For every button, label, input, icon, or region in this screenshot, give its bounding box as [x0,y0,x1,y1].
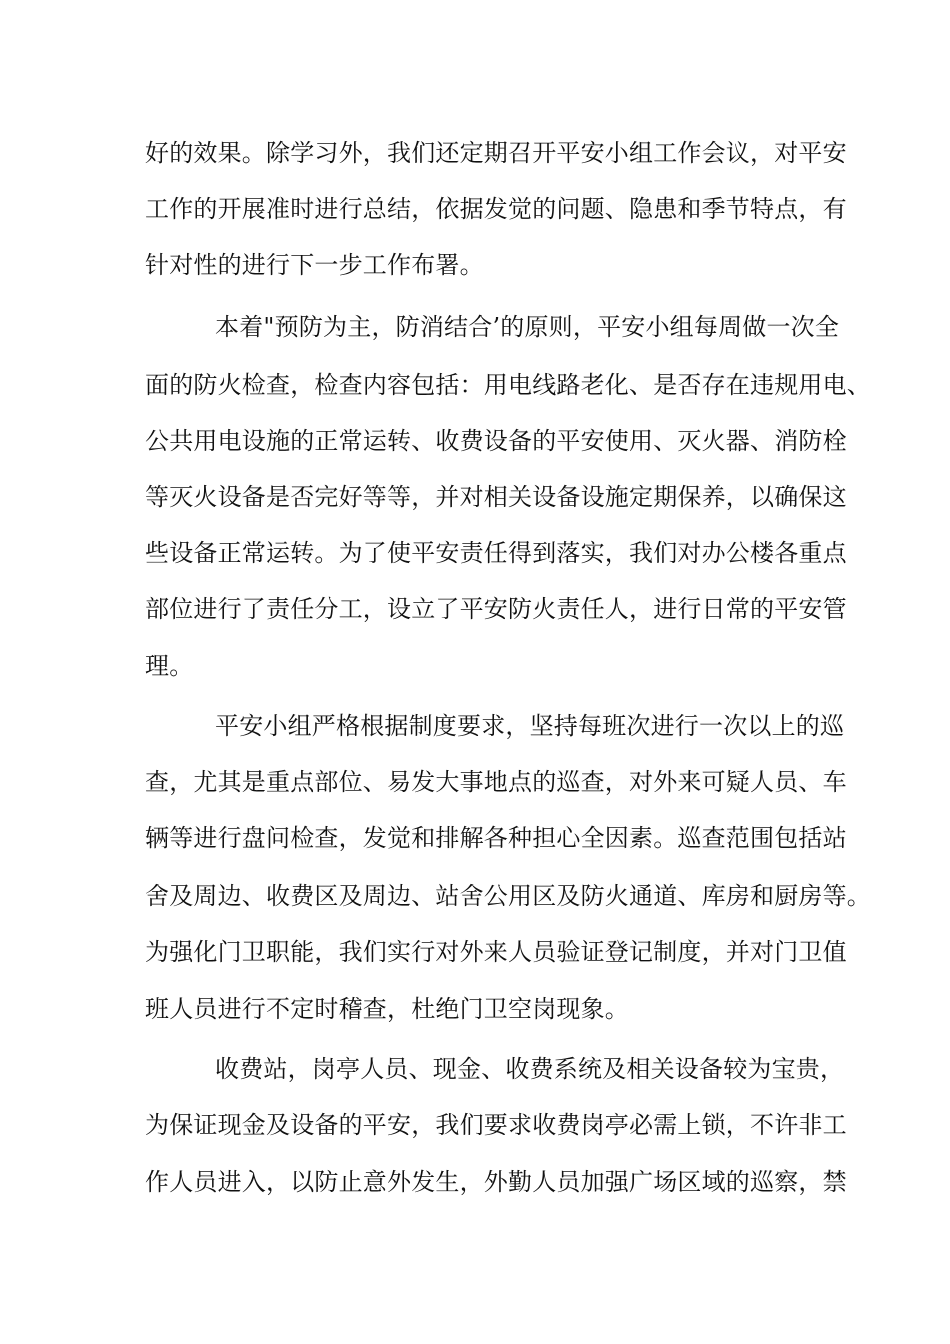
paragraph-2-line-7: 理。 [145,652,194,680]
paragraph-2-line-4: 等灭火设备是否完好等等，并对相关设备设施定期保养，以确保这 [145,483,847,511]
paragraph-2-line-1: 本着"预防为主，防消结合’的原则，平安小组每周做一次全 [215,313,840,341]
paragraph-3-line-6: 班人员进行不定时稽查，杜绝门卫空岗现象。 [145,995,629,1023]
paragraph-4-line-2: 为保证现金及设备的平安，我们要求收费岗亭必需上锁，不许非工 [145,1111,847,1139]
paragraph-2-line-2: 面的防火检查，检查内容包括：用电线路老化、是否存在违规用电、 [145,371,871,399]
paragraph-1-line-2: 工作的开展准时进行总结，依据发觉的问题、隐患和季节特点，有 [145,195,847,223]
paragraph-3-line-2: 查，尤其是重点部位、易发大事地点的巡查，对外来可疑人员、车 [145,768,847,796]
paragraph-3-line-4: 舍及周边、收费区及周边、站舍公用区及防火通道、库房和厨房等。 [145,882,871,910]
paragraph-2-line-5: 些设备正常运转。为了使平安责任得到落实，我们对办公楼各重点 [145,539,847,567]
paragraph-1-line-3: 针对性的进行下一步工作布署。 [145,251,484,279]
paragraph-1-line-1: 好的效果。除学习外，我们还定期召开平安小组工作会议，对平安 [145,139,847,167]
paragraph-3-line-1: 平安小组严格根据制度要求，坚持每班次进行一次以上的巡 [215,712,845,740]
paragraph-3-line-5: 为强化门卫职能，我们实行对外来人员验证登记制度，并对门卫值 [145,938,847,966]
paragraph-2-line-6: 部位进行了责任分工，设立了平安防火责任人，进行日常的平安管 [145,595,847,623]
paragraph-4-line-3: 作人员进入，以防止意外发生，外勤人员加强广场区域的巡察，禁 [145,1168,847,1196]
paragraph-2-line-3: 公共用电设施的正常运转、收费设备的平安使用、灭火器、消防栓 [145,427,847,455]
paragraph-4-line-1: 收费站，岗亭人员、现金、收费系统及相关设备较为宝贵， [215,1055,845,1083]
paragraph-3-line-3: 辆等进行盘问检查，发觉和排解各种担心全因素。巡查范围包括站 [145,824,847,852]
